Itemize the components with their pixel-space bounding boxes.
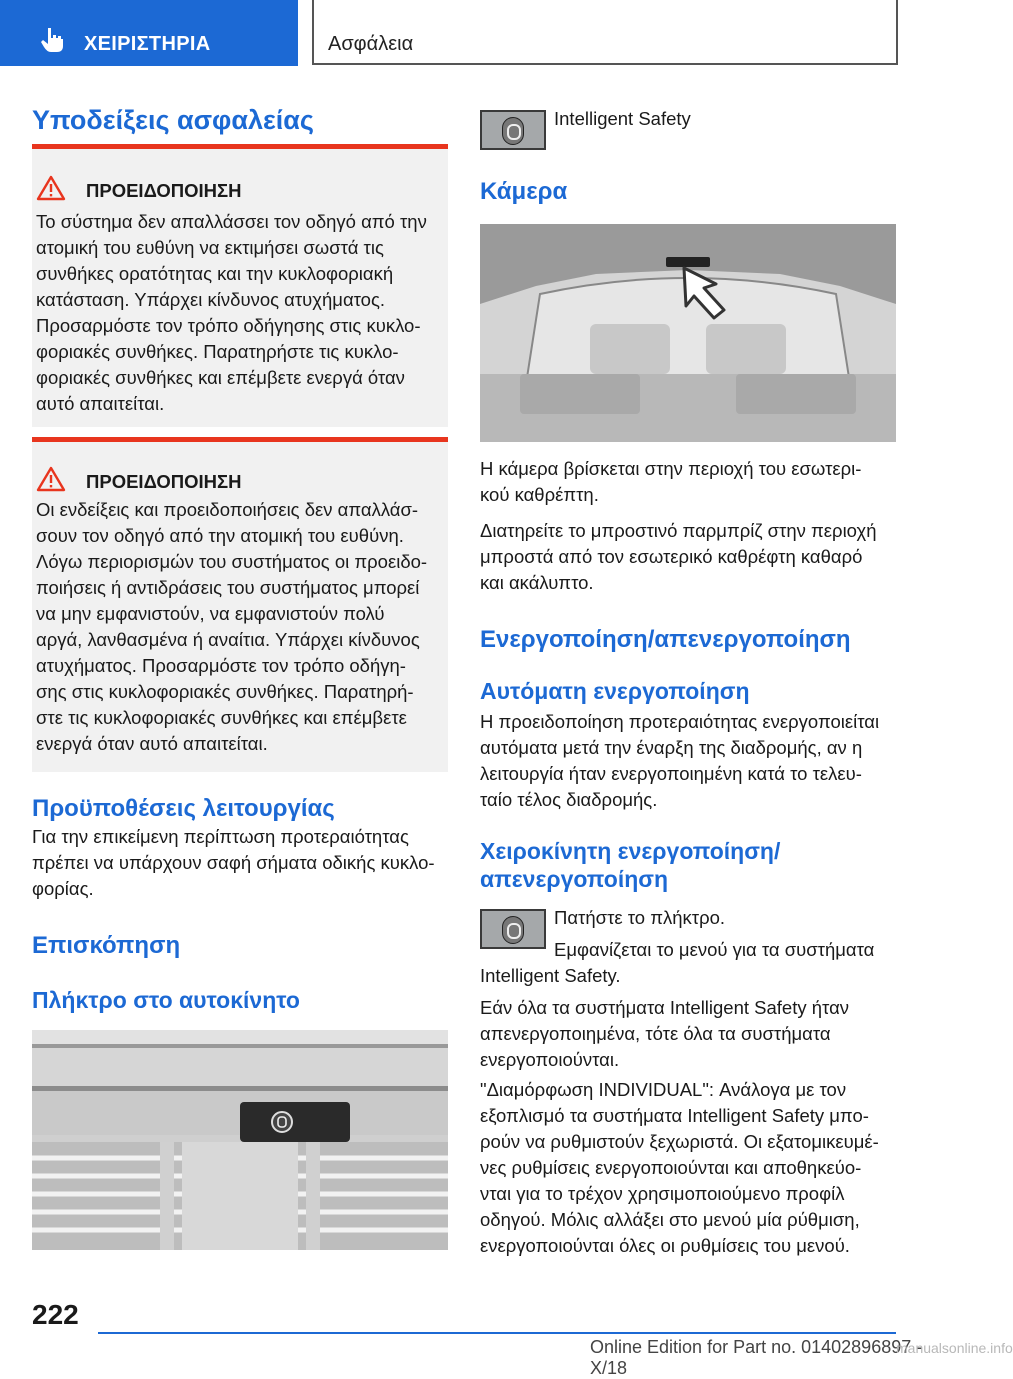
camera-text bbox=[480, 456, 896, 596]
text-line: πρέπει να υπάρχουν σαφή σήματα οδικής κυκλο- bbox=[32, 852, 435, 873]
warning-line: ατομική του ευθύνη να εκτιμήσει σωστά τις bbox=[36, 237, 384, 258]
manual-activation-title-1: Χειροκίνητη ενεργοποίηση/ bbox=[480, 838, 781, 864]
warning-line: στε τις κυκλοφοριακές συνθήκες και επέμβετε bbox=[36, 707, 407, 728]
text-line: νες ρυθμίσεις ενεργοποιούνται και αποθηκεύο- bbox=[480, 1157, 862, 1178]
text-line: ταίο τέλος διαδρομής. bbox=[480, 789, 658, 810]
warning-line: Το σύστημα δεν απαλλάσσει τον οδηγό από την bbox=[36, 211, 427, 232]
prerequisites-title: Προϋποθέσεις λειτουργίας bbox=[32, 795, 335, 822]
warning-line: φοριακές συνθήκες. Παρατηρήστε τις κυκλο- bbox=[36, 341, 399, 362]
text-line: φορίας. bbox=[32, 878, 94, 899]
text-line: νται για το τρέχον χρησιμοποιούμενο προφίλ bbox=[480, 1183, 845, 1204]
text-line: οδηγού. Μόλις αλλάξει στο μενού μία ρύθμιση, bbox=[480, 1209, 860, 1230]
intelligent-safety-label: Intelligent Safety bbox=[554, 108, 691, 129]
warning-line: κατάσταση. Υπάρχει κίνδυνος ατυχήματος. bbox=[36, 289, 386, 310]
all-off-text bbox=[480, 995, 896, 1073]
text-line: λειτουργία ήταν ενεργοποιημένη κατά το τελευ- bbox=[480, 763, 862, 784]
press-button-step: Πατήστε το πλήκτρο. bbox=[554, 907, 726, 928]
text-line: απενεργοποιημένα, τότε όλα τα συστήματα bbox=[480, 1023, 831, 1044]
warning-line: ατυχήματος. Προσαρμόστε τον τρόπο οδήγη- bbox=[36, 655, 406, 676]
header-section-tab[interactable] bbox=[312, 0, 898, 65]
header-tab-controls[interactable] bbox=[0, 0, 298, 66]
camera-location-image bbox=[480, 224, 896, 442]
warning-line: Λόγω περιορισμών του συστήματος οι προειδο- bbox=[36, 551, 428, 572]
dashboard-button-image bbox=[32, 1030, 448, 1250]
text-line: αυτόματα μετά την έναρξη της διαδρομής, αν η bbox=[480, 737, 863, 758]
warning-line: φοριακές συνθήκες και επέμβετε ενεργά όταν bbox=[36, 367, 405, 388]
text-line: κού καθρέπτη. bbox=[480, 484, 599, 505]
warning-box-1 bbox=[32, 144, 448, 427]
warning-line: ενεργά όταν αυτό απαιτείται. bbox=[36, 733, 268, 754]
text-line: ρούν να ρυθμιστούν ξεχωριστά. Οι εξατομικευμέ- bbox=[480, 1131, 879, 1152]
header-section-label: Ασφάλεια bbox=[328, 33, 414, 55]
warning-line: Προσαρμόστε τον τρόπο οδήγησης στις κυκλο- bbox=[36, 315, 421, 336]
overview-title: Επισκόπηση bbox=[32, 932, 181, 959]
warning-line: σουν τον οδηγό από την ατομική του ευθύνη. bbox=[36, 525, 404, 546]
warning-line: αργά, λανθασμένα ή αναίτια. Υπάρχει κίνδυνος bbox=[36, 629, 420, 650]
text-line: και ακάλυπτο. bbox=[480, 572, 594, 593]
warning-line: συνθήκες ορατότητας και την κυκλοφοριακή bbox=[36, 263, 394, 284]
text-line: ενεργοποιούνται. bbox=[480, 1049, 620, 1070]
menu-appears-line-2: Intelligent Safety. bbox=[480, 965, 621, 986]
warning-line: σης στις κυκλοφοριακές συνθήκες. Παρατηρή- bbox=[36, 681, 414, 702]
warning-box-2 bbox=[32, 437, 448, 772]
activation-title: Ενεργοποίηση/απενεργοποίηση bbox=[480, 626, 851, 653]
manual-activation-title-2: απενεργοποίηση bbox=[480, 866, 669, 892]
intelligent-safety-button-icon bbox=[480, 909, 546, 949]
text-line: Η κάμερα βρίσκεται στην περιοχή του εσωτερι- bbox=[480, 458, 862, 479]
safety-notes-title: Υποδείξεις ασφαλείας bbox=[32, 105, 314, 135]
warning-line: Οι ενδείξεις και προειδοποιήσεις δεν απαλλάσ- bbox=[36, 499, 419, 520]
text-line: Για την επικείμενη περίπτωση προτεραιότητας bbox=[32, 826, 409, 847]
button-in-car-title: Πλήκτρο στο αυτοκίνητο bbox=[32, 987, 300, 1013]
text-line: εξοπλισμό τα συστήματα Intelligent Safety μπο- bbox=[480, 1105, 869, 1126]
header-tab-label: ΧΕΙΡΙΣΤΗΡΙΑ bbox=[84, 33, 211, 55]
warning-line: να μην εμφανιστούν, να εμφανιστούν πολύ bbox=[36, 603, 385, 624]
text-line: "Διαμόρφωση INDIVIDUAL": Ανάλογα με τον bbox=[480, 1079, 847, 1100]
prerequisites-text bbox=[32, 824, 448, 902]
footer-divider bbox=[98, 1332, 896, 1334]
camera-title: Κάμερα bbox=[480, 178, 568, 205]
online-edition-text: Online Edition for Part no. 01402896897 - X/18 bbox=[590, 1337, 923, 1378]
warning-title: ΠΡΟΕΙΔΟΠΟΙΗΣΗ bbox=[86, 179, 242, 201]
text-line: Εάν όλα τα συστήματα Intelligent Safety ήταν bbox=[480, 997, 850, 1018]
text-line: μπροστά από τον εσωτερικό καθρέφτη καθαρό bbox=[480, 546, 863, 567]
hand-pointer-icon bbox=[38, 26, 68, 59]
warning-triangle-icon bbox=[36, 175, 66, 206]
warning-text-2 bbox=[36, 497, 448, 757]
warning-title: ΠΡΟΕΙΔΟΠΟΙΗΣΗ bbox=[86, 470, 242, 492]
watermark-text: manualsonline.info bbox=[896, 1340, 1013, 1356]
intelligent-safety-button-icon bbox=[480, 110, 546, 150]
text-line: ενεργοποιούνται όλες οι ρυθμίσεις του μενού. bbox=[480, 1235, 850, 1256]
auto-activation-title: Αυτόματη ενεργοποίηση bbox=[480, 678, 750, 704]
individual-config-text bbox=[480, 1077, 896, 1259]
warning-triangle-icon bbox=[36, 466, 66, 497]
warning-line: αυτό απαιτείται. bbox=[36, 393, 165, 414]
warning-line: ποιήσεις ή αντιδράσεις του συστήματος μπορεί bbox=[36, 577, 420, 598]
page-number: 222 bbox=[32, 1299, 79, 1330]
menu-appears-line-1: Εμφανίζεται το μενού για τα συστήματα bbox=[554, 939, 875, 960]
text-line: Διατηρείτε το μπροστινό παρμπρίζ στην περιοχή bbox=[480, 520, 877, 541]
auto-activation-text bbox=[480, 709, 896, 813]
text-line: Η προειδοποίηση προτεραιότητας ενεργοποιείται bbox=[480, 711, 880, 732]
warning-text-1 bbox=[36, 209, 448, 417]
